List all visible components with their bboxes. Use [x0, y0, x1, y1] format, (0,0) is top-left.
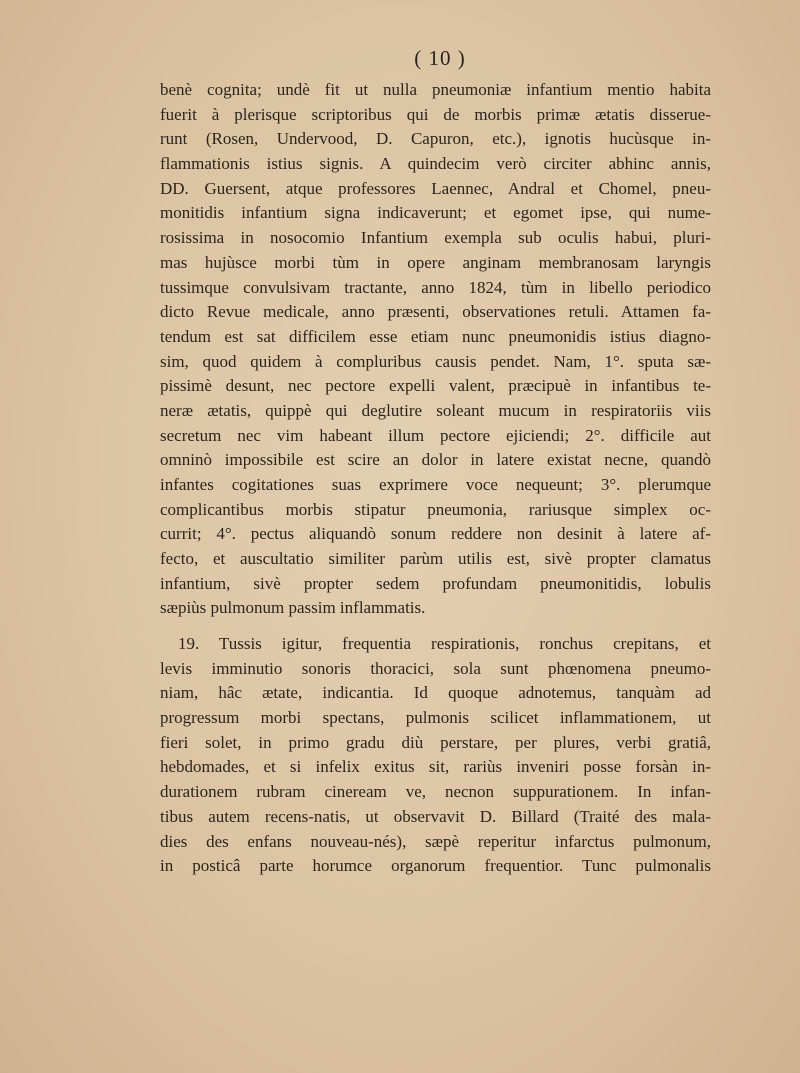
text-line: secretum nec vim habeant illum pectore ejiciendi; 2°. difficile aut	[160, 425, 711, 445]
text-line: benè cognita; undè fit ut nulla pneumoniæ infantium mentio habita	[160, 80, 711, 99]
paragraph-1	[160, 78, 711, 621]
text-line: niam, hâc ætate, indicantia. Id quoque adnotemus, tanquàm ad	[160, 683, 711, 703]
text-line: hebdomades, et si infelix exitus sit, rariùs inveniri posse forsàn in-	[160, 757, 711, 777]
text-line: infantes cogitationes suas exprimere voce nequeunt; 3°. plerumque	[160, 475, 711, 494]
text-line: currit; 4°. pectus aliquandò sonum reddere non desinit à latere af-	[160, 524, 711, 544]
text-line: sim, quod quidem à compluribus causis pendet. Nam, 1°. sputa sæ-	[160, 351, 711, 371]
text-line: tendum est sat difficilem esse etiam nunc pneumonidis istius diagno-	[160, 326, 711, 346]
text-line: flammationis istius signis. A quindecim verò circiter abhinc annis,	[160, 154, 711, 174]
text-line: in posticâ parte horumce organorum frequentior. Tunc pulmonalis	[160, 856, 711, 876]
text-line: tibus autem recens-natis, ut observavit D. Billard (Traité des mala-	[160, 806, 711, 826]
text-line: DD. Guersent, atque professores Laennec, Andral et Chomel, pneu-	[160, 178, 711, 198]
text-line: runt (Rosen, Undervood, D. Capuron, etc.), ignotis hucùsque in-	[160, 129, 711, 149]
text-line: progressum morbi spectans, pulmonis scilicet inflammationem, ut	[160, 708, 711, 728]
text-line: fuerit à plerisque scriptoribus qui de morbis primæ ætatis disserue-	[160, 104, 711, 124]
text-line: 19. Tussis igitur, frequentia respirationis, ronchus crepitans, et	[178, 634, 711, 653]
text-line: fieri solet, in primo gradu diù perstare, per plures, verbi gratiâ,	[160, 732, 711, 752]
text-line: durationem rubram cineream ve, necnon suppurationem. In infan-	[160, 782, 711, 802]
text-line: complicantibus morbis stipatur pneumonia, rariusque simplex oc-	[160, 499, 711, 519]
text-line: infantium, sivè propter sedem profundam pneumonitidis, lobulis	[160, 573, 711, 593]
text-line: sæpiùs pulmonum passim inflammatis.	[160, 598, 426, 618]
text-line: levis imminutio sonoris thoracici, sola sunt phœnomena pneumo-	[160, 658, 711, 678]
text-line: fecto, et auscultatio similiter parùm utilis est, sivè propter clamatus	[160, 549, 711, 569]
text-line: monitidis infantium signa indicaverunt; et egomet ipse, qui nume-	[160, 203, 711, 223]
page-number: ( 10 )	[414, 46, 466, 70]
text-line: neræ ætatis, quippè qui deglutire soleant mucum in respiratoriis viis	[160, 400, 711, 420]
text-line: dicto Revue medicale, anno præsenti, observationes retuli. Attamen fa-	[160, 302, 711, 322]
text-line: mas hujùsce morbi tùm in opere anginam membranosam laryngis	[160, 252, 711, 272]
text-line: pissimè desunt, nec pectore expelli valent, præcipuè in infantibus te-	[160, 376, 711, 396]
text-line: omninò impossibile est scire an dolor in latere existat necne, quandò	[160, 450, 711, 470]
text-line: rosissima in nosocomio Infantium exempla sub oculis habui, pluri-	[160, 228, 711, 248]
text-line: dies des enfans nouveau-nés), sæpè reperitur infarctus pulmonum,	[160, 831, 711, 851]
paragraph-2	[160, 632, 711, 879]
text-line: tussimque convulsivam tractante, anno 1824, tùm in libello periodico	[160, 277, 711, 297]
